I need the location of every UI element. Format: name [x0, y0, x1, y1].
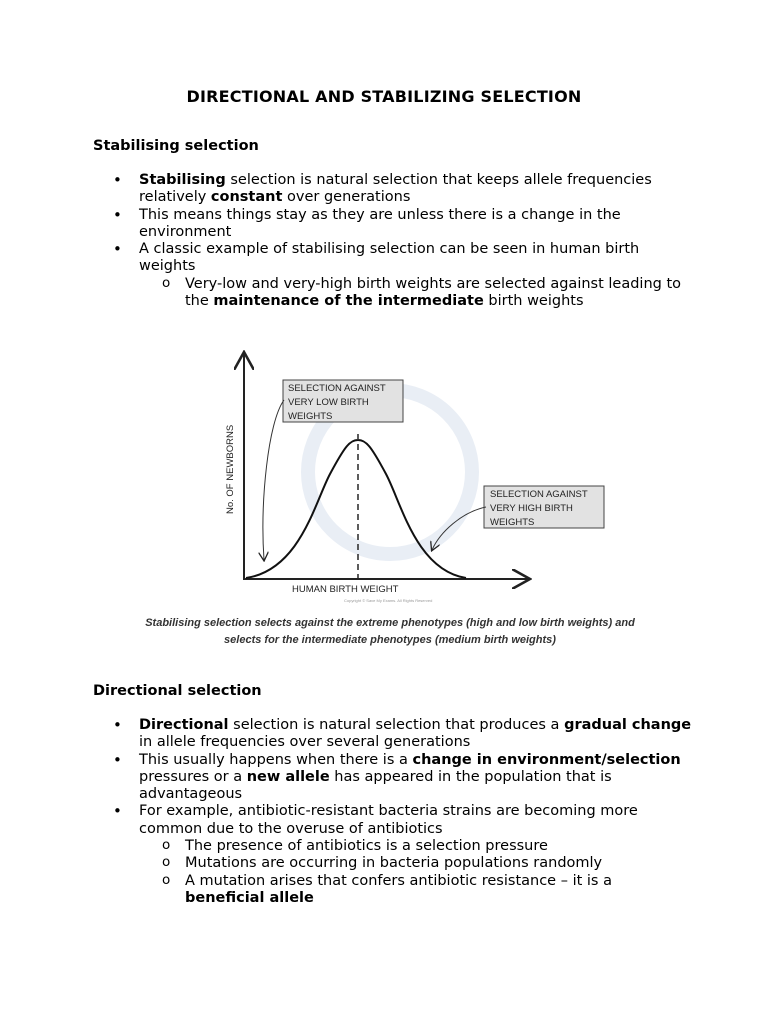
- directional-bullet-list: [93, 717, 693, 907]
- copyright-text: Copyright © Save My Exams. All Rights Reserved: [344, 598, 433, 603]
- list-item: o Very-low and very-high birth weights are selected against leading to the maintenance of the intermediate birth weights: [139, 276, 693, 311]
- diagram-svg: [200, 342, 588, 612]
- box-high-line1: SELECTION AGAINST: [490, 489, 588, 500]
- box-high-line2: VERY HIGH BIRTH: [490, 503, 573, 514]
- page-title: DIRECTIONAL AND STABILIZING SELECTION: [186, 87, 582, 106]
- list-item: • This means things stay as they are unless there is a change in the environment: [93, 207, 693, 242]
- stabilising-sub-list: [139, 276, 693, 311]
- list-item: o A mutation arises that confers antibiotic resistance – it is a beneficial allele: [139, 873, 693, 908]
- list-item: • This usually happens when there is a change in environment/selection pressures or a new allele has appeared in the population that is advantageous: [93, 752, 693, 804]
- list-item: • Stabilising selection is natural selection that keeps allele frequencies relatively constant over generations: [93, 172, 693, 207]
- box-low-line2: VERY LOW BIRTH: [288, 397, 369, 408]
- figure-caption-line2: selects for the intermediate phenotypes (medium birth weights): [224, 634, 556, 646]
- list-item: • A classic example of stabilising selection can be seen in human birth weights o Very-low and very-high birth weights are selected against leading to the maintenance of the intermediate birth weights: [93, 241, 693, 310]
- box-low-line3: WEIGHTS: [288, 411, 333, 422]
- bell-curve: [246, 440, 466, 578]
- directional-sub-list: [139, 838, 693, 907]
- box-low-line1: SELECTION AGAINST: [288, 383, 386, 394]
- list-item: • For example, antibiotic-resistant bacteria strains are becoming more common due to the overuse of antibiotics o The presence of antibiotics is a selection pressure o Mutations are occurring in bacteria populations randomly o A mutation arises that confers antibiotic resistance – it is a beneficial allele: [93, 803, 693, 907]
- box-high-line3: WEIGHTS: [490, 517, 535, 528]
- list-item: • Directional selection is natural selection that produces a gradual change in allele frequencies over several generations: [93, 717, 693, 752]
- y-axis-label: No. OF NEWBORNS: [225, 424, 236, 514]
- list-item: o The presence of antibiotics is a selection pressure: [139, 838, 693, 855]
- x-axis-label: HUMAN BIRTH WEIGHT: [292, 584, 399, 595]
- stabilising-selection-diagram: [200, 342, 588, 612]
- figure-caption-line1: Stabilising selection selects against the extreme phenotypes (high and low birth weights) and: [145, 617, 635, 629]
- list-item: o Mutations are occurring in bacteria populations randomly: [139, 855, 693, 872]
- directional-heading: Directional selection: [93, 683, 262, 699]
- stabilising-heading: Stabilising selection: [93, 138, 259, 154]
- arrow-low: [263, 400, 284, 560]
- stabilising-bullet-list: [93, 172, 693, 310]
